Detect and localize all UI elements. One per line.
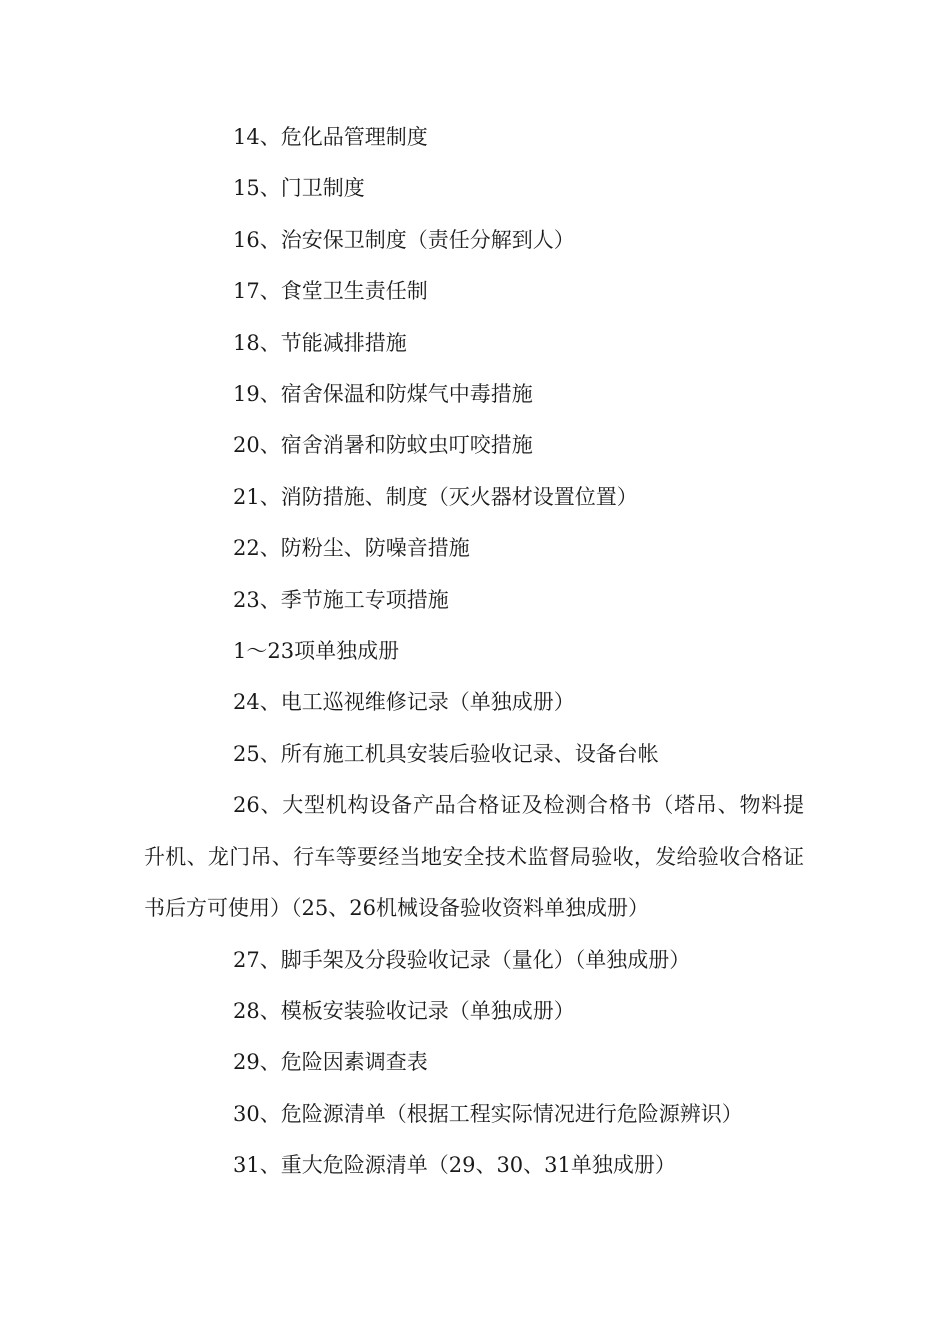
list-item-31: 31、重大危险源清单（29、30、31单独成册） xyxy=(233,1153,676,1178)
list-item-29: 29、危险因素调查表 xyxy=(233,1050,428,1075)
list-item-14: 14、危化品管理制度 xyxy=(233,125,428,149)
list-item-17: 17、食堂卫生责任制 xyxy=(233,279,428,304)
list-item-21: 21、消防措施、制度（灭火器材设置位置） xyxy=(233,484,638,509)
list-item-26: 26、大型机构设备产品合格证及检测合格书（塔吊、物料提升机、龙门吊、行车等要经当地安全技术监督局验收，发给验收合格证书后方可使用）（25、26机械设备验收资料单独成册） xyxy=(144,793,804,921)
list-item-28: 28、模板安装验收记录（单独成册） xyxy=(233,998,575,1023)
list-item-15: 15、门卫制度 xyxy=(233,176,365,201)
list-item-27: 27、脚手架及分段验收记录（量化）（单独成册） xyxy=(233,947,691,972)
document-body xyxy=(144,112,804,1192)
section-note-1-23: 1～23项单独成册 xyxy=(233,639,400,664)
list-item-18: 18、节能减排措施 xyxy=(233,330,407,355)
list-item-19: 19、宿舍保温和防煤气中毒措施 xyxy=(233,382,533,407)
list-item-22: 22、防粉尘、防噪音措施 xyxy=(233,536,470,561)
list-item-16: 16、治安保卫制度（责任分解到人） xyxy=(233,227,575,252)
list-item-30: 30、危险源清单（根据工程实际情况进行危险源辨识） xyxy=(233,1101,743,1126)
list-item-25: 25、所有施工机具安装后验收记录、设备台帐 xyxy=(233,741,659,766)
list-item-20: 20、宿舍消暑和防蚊虫叮咬措施 xyxy=(233,433,533,458)
list-item-24: 24、电工巡视维修记录（单独成册） xyxy=(233,690,575,715)
list-item-23: 23、季节施工专项措施 xyxy=(233,587,449,612)
